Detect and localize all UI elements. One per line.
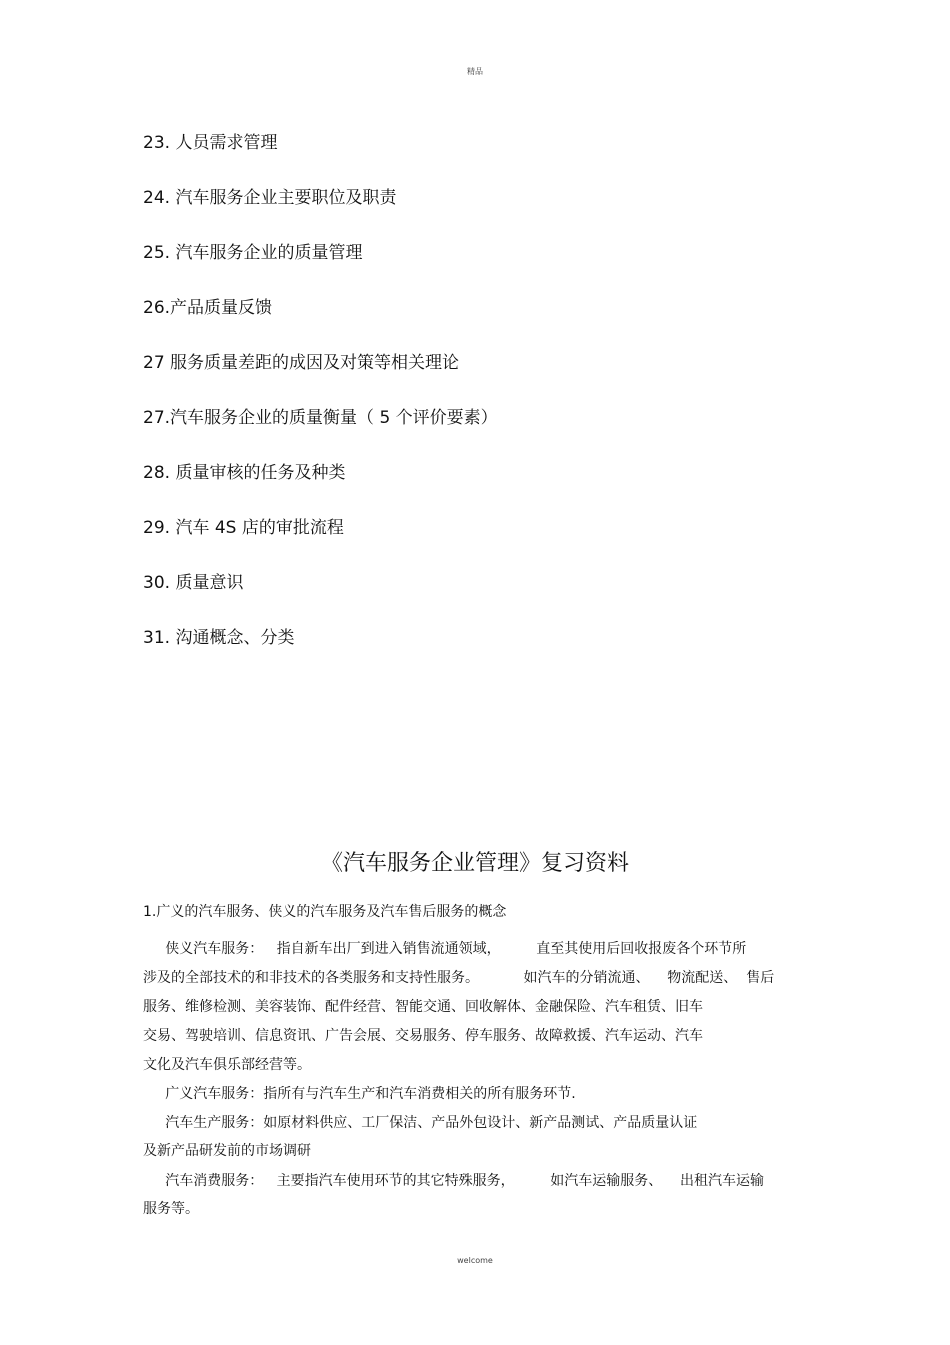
body-line: 及新产品研发前的市场调研 [143, 1143, 311, 1159]
outline-item: 30. 质量意识 [143, 573, 244, 593]
body-line: 服务等。 [143, 1201, 199, 1217]
outline-item: 24. 汽车服务企业主要职位及职责 [143, 188, 397, 208]
body-line: 汽车生产服务：如原材料供应、工厂保洁、产品外包设计、新产品测试、产品质量认证 [143, 1115, 698, 1131]
body-line: 交易、驾驶培训、信息资讯、广告会展、交易服务、停车服务、故障救援、汽车运动、汽车 [143, 1028, 703, 1044]
body-line: 涉及的全部技术的和非技术的各类服务和支持性服务。 如汽车的分销流通、 物流配送、 售后 [143, 970, 775, 986]
header-watermark: 精品 [467, 67, 483, 76]
outline-item: 27.汽车服务企业的质量衡量（ 5 个评价要素） [143, 408, 498, 428]
body-line: 侠义汽车服务： 指自新车出厂到进入销售流通领域， 直至其使用后回收报废各个环节所 [143, 941, 747, 957]
outline-item: 31. 沟通概念、分类 [143, 628, 295, 648]
outline-list [143, 130, 498, 680]
document-title: 《汽车服务企业管理》复习资料 [320, 851, 629, 876]
body-line: 文化及汽车俱乐部经营等。 [143, 1057, 311, 1073]
outline-item: 26.产品质量反馈 [143, 298, 273, 318]
outline-item: 28. 质量审核的任务及种类 [143, 463, 346, 483]
outline-item: 23. 人员需求管理 [143, 133, 278, 153]
body-line: 广义汽车服务：指所有与汽车生产和汽车消费相关的所有服务环节. [143, 1086, 576, 1102]
footer-watermark: welcome [457, 1256, 493, 1265]
body-line: 汽车消费服务： 主要指汽车使用环节的其它特殊服务， 如汽车运输服务、 出租汽车运输 [143, 1173, 765, 1189]
outline-item: 25. 汽车服务企业的质量管理 [143, 243, 363, 263]
outline-item: 29. 汽车 4S 店的审批流程 [143, 518, 344, 538]
body-line: 服务、维修检测、美容装饰、配件经营、智能交通、回收解体、金融保险、汽车租赁、旧车 [143, 999, 703, 1015]
outline-item: 27 服务质量差距的成因及对策等相关理论 [143, 353, 460, 373]
section-heading: 1.广义的汽车服务、侠义的汽车服务及汽车售后服务的概念 [143, 904, 507, 920]
